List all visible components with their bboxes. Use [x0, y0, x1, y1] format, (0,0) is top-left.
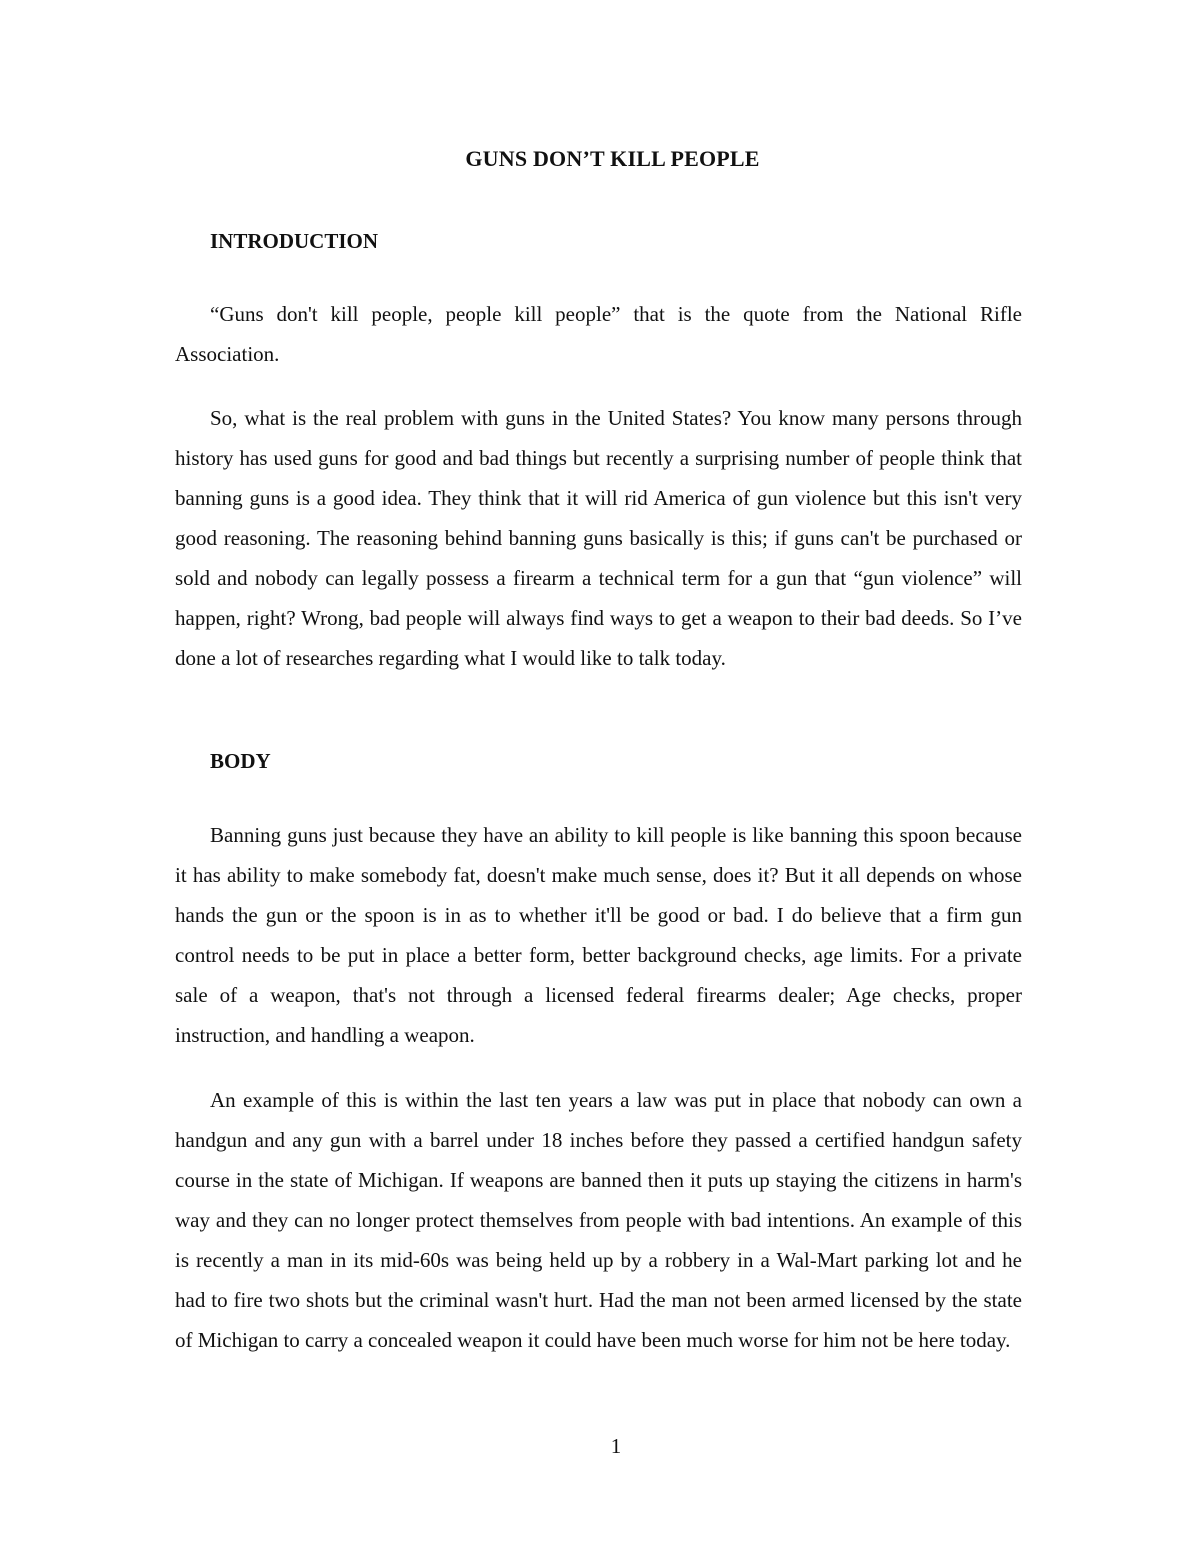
section-heading-introduction: INTRODUCTION	[210, 229, 379, 253]
paragraph-intro-quote: “Guns don't kill people, people kill people” that is the quote from the National Rifle Association.	[175, 302, 1022, 366]
paragraph-body-michigan: An example of this is within the last ten years a law was put in place that nobody can own a handgun and any gun with a barrel under 18 inches before they passed a certified handgun safety course in the state of Michigan. If weapons are banned then it puts up staying the citizens in harm's way and they can no longer protect themselves from people with bad intentions. An example of this is recently a man in its mid-60s was being held up by a robbery in a Wal-Mart parking lot and he had to fire two shots but the criminal wasn't hurt. Had the man not been armed licensed by the state of Michigan to carry a concealed weapon it could have been much worse for him not be here today.	[175, 1088, 1022, 1352]
paragraph-intro-problem: So, what is the real problem with guns in the United States? You know many persons through history has used guns for good and bad things but recently a surprising number of people think that banning guns is a good idea. They think that it will rid America of gun violence but this isn't very good reasoning. The reasoning behind banning guns basically is this; if guns can't be purchased or sold and nobody can legally possess a firearm a technical term for a gun that “gun violence” will happen, right? Wrong, bad people will always find ways to get a weapon to their bad deeds. So I’ve done a lot of researches regarding what I would like to talk today.	[175, 406, 1022, 670]
page-number: 1	[610, 1434, 622, 1458]
document-title: GUNS DON’T KILL PEOPLE	[465, 146, 760, 171]
paragraph-body-spoon: Banning guns just because they have an ability to kill people is like banning this spoon because it has ability to make somebody fat, doesn't make much sense, does it? But it all depends on whose hands the gun or the spoon is in as to whether it'll be good or bad. I do believe that a firm gun control needs to be put in place a better form, better background checks, age limits. For a private sale of a weapon, that's not through a licensed federal firearms dealer; Age checks, proper instruction, and handling a weapon.	[175, 823, 1022, 1047]
section-heading-body: BODY	[210, 749, 271, 773]
